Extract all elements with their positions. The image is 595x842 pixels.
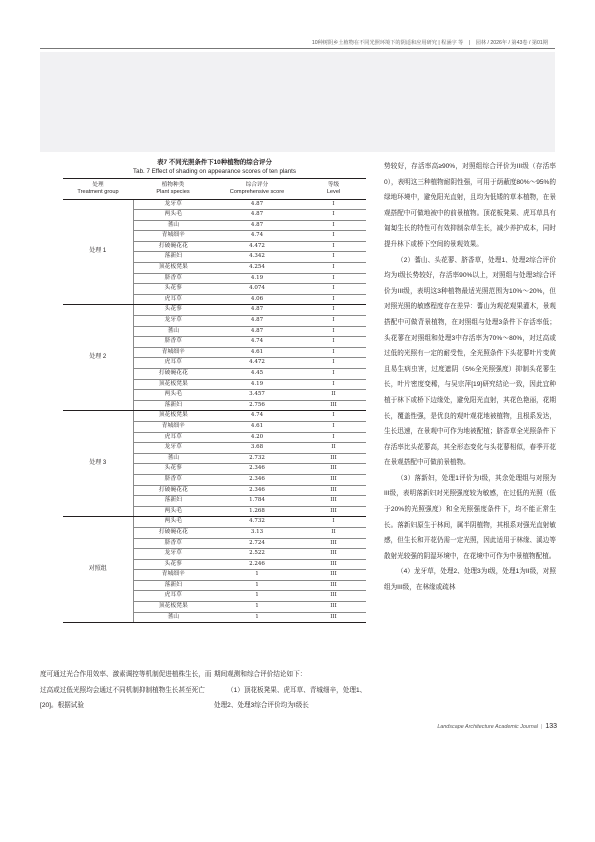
species-cell: 虎耳草 [133, 591, 213, 602]
species-cell: 蓍山 [133, 612, 213, 623]
score-cell: 4.87 [213, 210, 301, 221]
level-cell: III [301, 580, 366, 591]
level-cell: III [301, 400, 366, 411]
level-cell: III [301, 538, 366, 549]
level-cell: II [301, 443, 366, 454]
header-article-info: 10种树阴乡土植物在不同光照环境下的阴适和应用研究 | 程涵宇 等 [311, 40, 464, 46]
table-row [63, 411, 366, 422]
level-cell: III [301, 549, 366, 560]
bottom-middle-text [214, 667, 370, 714]
species-cell: 头花蓼 [133, 464, 213, 475]
species-cell: 打破碗花花 [133, 241, 213, 252]
column-header [213, 178, 301, 199]
page-number: 133 [545, 723, 557, 730]
species-cell: 龙牙草 [133, 443, 213, 454]
species-cell: 打破碗花花 [133, 485, 213, 496]
score-cell: 4.74 [213, 231, 301, 242]
paragraph: 度可通过光合作用效率、激素调控等机制促进植株生长，而过高或过低光照均会通过不同机制抑制植物生长甚至死亡[20]。根据试验 [40, 671, 212, 710]
score-cell: 4.732 [213, 517, 301, 528]
level-cell: II [301, 527, 366, 538]
level-cell: III [301, 506, 366, 517]
species-cell: 青城细辛 [133, 421, 213, 432]
species-cell: 青城细辛 [133, 570, 213, 581]
species-cell: 两头毛 [133, 506, 213, 517]
species-cell: 脐香草 [133, 538, 213, 549]
species-cell: 落新妇 [133, 496, 213, 507]
paragraph: （1）顶花板凳果、虎耳草、青城细辛，处理1、处理2、处理3综合评价均为I级长 [214, 686, 367, 710]
right-column-text [384, 159, 556, 596]
paragraph: 势较好，存活率高≥90%，对照组综合评价为III级（存活率0），表明这三种植物耐阴性强，可用于荫蔽度80%～95%的绿地环境中，避免阳光直射，且均为低矮的草本植物，在景观搭配中可做地被中的前景植物。顶花板凳果、虎耳草具有匍匐生长的特性可有效抑制杂草生长，减少养护成本，同时提升林下或桥下空间的景观效果。 [384, 163, 556, 248]
species-cell: 虎耳草 [133, 358, 213, 369]
score-cell: 1 [213, 591, 301, 602]
species-cell: 落新妇 [133, 252, 213, 263]
table-row [63, 517, 366, 528]
level-cell: I [301, 252, 366, 263]
level-cell: I [301, 220, 366, 231]
level-cell: I [301, 379, 366, 390]
level-cell: I [301, 421, 366, 432]
species-cell: 蓍山 [133, 453, 213, 464]
species-cell: 顶花板凳果 [133, 263, 213, 274]
score-cell: 2.732 [213, 453, 301, 464]
header-divider [40, 48, 555, 49]
level-cell: III [301, 474, 366, 485]
species-cell: 顶花板凳果 [133, 602, 213, 613]
score-cell: 3.13 [213, 527, 301, 538]
level-cell: I [301, 263, 366, 274]
level-cell: I [301, 231, 366, 242]
treatment-group-cell: 对照组 [63, 517, 133, 623]
score-cell: 1 [213, 570, 301, 581]
score-cell: 4.87 [213, 316, 301, 327]
score-cell: 4.20 [213, 432, 301, 443]
score-cell: 4.74 [213, 337, 301, 348]
bottom-left-text [40, 667, 212, 714]
score-cell: 2.522 [213, 549, 301, 560]
level-cell: I [301, 517, 366, 528]
species-cell: 龙牙草 [133, 549, 213, 560]
figure-placeholder-region [40, 52, 555, 152]
level-cell: I [301, 337, 366, 348]
species-cell: 两头毛 [133, 517, 213, 528]
level-cell: III [301, 612, 366, 623]
species-cell: 青城细辛 [133, 231, 213, 242]
page-header: 10种树阴乡土植物在不同光照环境下的阴适和应用研究 | 程涵宇 等 | 园林 / 2026年 / 第43卷 / 第01期 [311, 40, 548, 46]
level-cell: I [301, 210, 366, 221]
score-cell: 4.19 [213, 273, 301, 284]
level-cell: I [301, 305, 366, 316]
paragraph: （4）龙牙草，处理2、处理3为I级，处理1为II级，对照组为III级，在林缘或疏林 [384, 568, 556, 592]
score-cell: 4.254 [213, 263, 301, 274]
score-cell: 4.74 [213, 411, 301, 422]
species-cell: 蓍山 [133, 326, 213, 337]
score-cell: 4.87 [213, 220, 301, 231]
score-cell: 4.342 [213, 252, 301, 263]
score-cell: 4.61 [213, 347, 301, 358]
species-cell: 落新妇 [133, 400, 213, 411]
score-cell: 3.457 [213, 390, 301, 401]
species-cell: 两头毛 [133, 390, 213, 401]
footer-journal-name: Landscape Architecture Academic Journal [437, 724, 538, 730]
paragraph: （2）蓍山、头花蓼、脐香草，处理1、处理2综合评价均为I级长势较好，存活率90%以上，对照组与处理3综合评价为III级，表明这3种植物最适光照范围为10%～20%，但对照光照的敏感程度存在差异：蓍山为观花观果灌木，景观搭配中可做背景植物，在对照组与处理3条件下存活率低；头花蓼在对照组和处理3中存活率为70%～80%，对过高或过低的光照有一定的耐受性，全光照条件下头花蓼叶片变黄且易生病虫害，过度遮阴（5%全光照强度）抑制头花蓼生长，叶片密度变稀，与吴宗萍[19]研究结论一致，因此宜种植于林下或桥下边缘处，避免阳光直射，其花色艳丽，花期长，覆盖性强，是优良的观叶观花地被植物，且根系发达，生长迅速，在景观中可作为地被配植；脐香草全光照条件下存活率比头花蓼高，其全形态变化与头花蓼相似，春季开花在景观搭配中可做前景植物。 [384, 256, 556, 467]
level-cell: III [301, 464, 366, 475]
column-header-en: Plant species [156, 188, 190, 195]
score-cell: 2.346 [213, 464, 301, 475]
score-cell: 2.756 [213, 400, 301, 411]
species-cell: 脐香草 [133, 337, 213, 348]
species-cell: 龙牙草 [133, 199, 213, 210]
score-cell: 4.074 [213, 284, 301, 295]
species-cell: 青城细辛 [133, 347, 213, 358]
column-header [63, 178, 133, 199]
score-cell: 1 [213, 602, 301, 613]
score-cell: 2.346 [213, 474, 301, 485]
species-cell: 虎耳草 [133, 294, 213, 305]
score-cell: 4.45 [213, 369, 301, 380]
level-cell: I [301, 432, 366, 443]
species-cell: 顶花板凳果 [133, 379, 213, 390]
score-cell: 4.61 [213, 421, 301, 432]
level-cell: III [301, 591, 366, 602]
treatment-group-cell: 处理 3 [63, 411, 133, 517]
species-cell: 两头毛 [133, 210, 213, 221]
score-cell: 4.472 [213, 358, 301, 369]
table-caption-cn: 表7 不同光照条件下10种植物的综合评分 [157, 159, 272, 166]
score-cell: 1 [213, 580, 301, 591]
level-cell: I [301, 347, 366, 358]
score-cell: 2.246 [213, 559, 301, 570]
score-cell: 2.724 [213, 538, 301, 549]
level-cell: I [301, 326, 366, 337]
column-header-cn: 等级 [327, 181, 340, 188]
column-header-en: Comprehensive score [229, 188, 285, 195]
score-cell: 1.268 [213, 506, 301, 517]
species-cell: 蓍山 [133, 220, 213, 231]
level-cell: III [301, 570, 366, 581]
score-cell: 4.06 [213, 294, 301, 305]
species-cell: 头花蓼 [133, 284, 213, 295]
table-body [63, 199, 366, 623]
column-header-en: Treatment group [77, 188, 119, 195]
level-cell: III [301, 496, 366, 507]
level-cell: I [301, 284, 366, 295]
treatment-group-cell: 处理 1 [63, 199, 133, 305]
species-cell: 头花蓼 [133, 559, 213, 570]
score-cell: 4.87 [213, 326, 301, 337]
column-header-cn: 植物种类 [161, 181, 185, 188]
score-cell: 1 [213, 612, 301, 623]
level-cell: III [301, 559, 366, 570]
score-cell: 2.346 [213, 485, 301, 496]
level-cell: I [301, 358, 366, 369]
species-cell: 头花蓼 [133, 305, 213, 316]
table-7 [63, 159, 366, 623]
column-header-cn: 综合评分 [245, 181, 269, 188]
species-cell: 虎耳草 [133, 432, 213, 443]
species-cell: 脐香草 [133, 273, 213, 284]
score-cell: 4.87 [213, 305, 301, 316]
species-cell: 落新妇 [133, 580, 213, 591]
species-cell: 打破碗花花 [133, 369, 213, 380]
score-cell: 4.87 [213, 199, 301, 210]
level-cell: I [301, 199, 366, 210]
level-cell: III [301, 602, 366, 613]
level-cell: II [301, 390, 366, 401]
score-table [63, 178, 366, 624]
score-cell: 4.19 [213, 379, 301, 390]
table-caption-en: Tab. 7 Effect of shading on appearance scores of ten plants [133, 167, 296, 175]
level-cell: I [301, 241, 366, 252]
species-cell: 龙牙草 [133, 316, 213, 327]
treatment-group-cell: 处理 2 [63, 305, 133, 411]
paragraph: （3）落新妇，处理1评价为I级，其余处理组与对照为III级，表明落新妇对光照强度较为敏感，在过低的光照（低于20%的光照强度）和全光照强度条件下，均不能正常生长。落新妇原生于林间，属半阴植物，其根系对强光直射敏感，但生长和开花仍需一定光照，因此适用于林缘、溪边等散射光较强的阴湿环境中，在花境中可作为中景植物配植。 [384, 474, 556, 560]
column-header-cn: 处理 [92, 181, 104, 188]
level-cell: I [301, 369, 366, 380]
table-row [63, 199, 366, 210]
level-cell: III [301, 485, 366, 496]
level-cell: I [301, 316, 366, 327]
species-cell: 打破碗花花 [133, 527, 213, 538]
level-cell: III [301, 453, 366, 464]
column-header [301, 178, 366, 199]
page-footer: Landscape Architecture Academic Journal | 133 [437, 723, 557, 730]
score-cell: 3.68 [213, 443, 301, 454]
level-cell: I [301, 273, 366, 284]
paragraph: 期间观测和综合评价结论如下： [214, 671, 307, 678]
level-cell: I [301, 411, 366, 422]
table-header [63, 178, 366, 199]
species-cell: 顶花板凳果 [133, 411, 213, 422]
column-header-en: Level [326, 188, 341, 195]
column-header [133, 178, 213, 199]
header-journal-info: 园林 / 2026年 / 第43卷 / 第01期 [475, 40, 548, 46]
score-cell: 4.472 [213, 241, 301, 252]
score-cell: 1.784 [213, 496, 301, 507]
table-row [63, 305, 366, 316]
level-cell: I [301, 294, 366, 305]
species-cell: 脐香草 [133, 474, 213, 485]
